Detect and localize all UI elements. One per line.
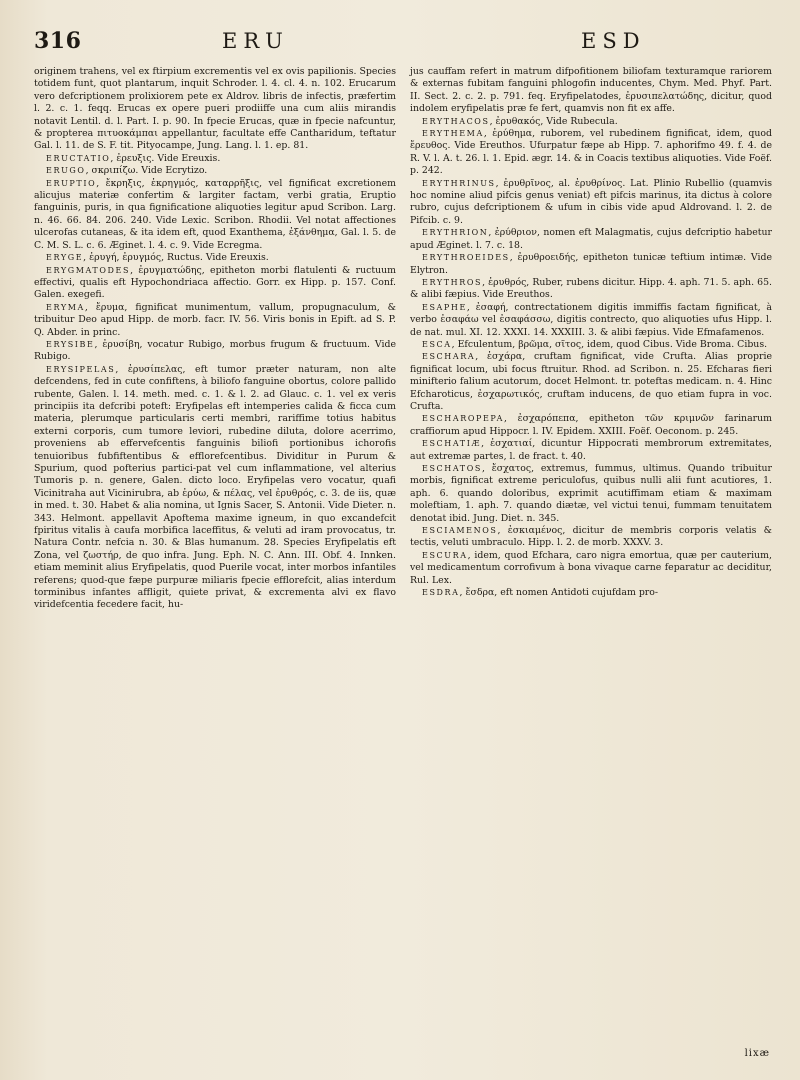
- entry-text: originem trahens, vel ex ftirpium excrementis vel ex ovis papilionis. Species totidem funt, quot plantarum, inquit Schroder. l. 4. cl. 4. n. 102. Erucarum vero defcriptionem prolixiorem pete ex Aldrov. libris de infectis, præfertim l. 2. c. 1. feqq. Erucas ex opere pueri prodiiffe una cum aliis mirandis notavit Lentil. d. l. Part. I. p. 90. In fpecie Erucas, quæ in fpecie nafcuntur, & propterea πιτυοκάμπαι appellantur, facultate effe Cantharidum, teftatur Gal. l. 11. de S. F. tit. Pityocampe, Jung. Lang. l. 1. ep. 81.: [34, 66, 396, 152]
- entry-text: , ἐσχατιαί, dicuntur Hippocrati membrorum extremitates, aut extremæ partes, l. de fract. t. 40.: [410, 438, 772, 462]
- dictionary-entry: [410, 351, 772, 413]
- catchword: lixæ: [744, 1048, 770, 1059]
- entry-headword: ESCHAROPEPA: [422, 414, 505, 424]
- entry-headword: ERUCTATIO: [46, 153, 111, 163]
- dictionary-entry: [410, 66, 772, 116]
- dictionary-entry: [410, 438, 772, 463]
- right-running-head: ESD: [581, 29, 646, 53]
- entry-text: , ἐρύθημα, ruborem, vel rubedinem fignificat, idem, quod ἔρευθος. Vide Ereuthos. Ufurpatur fæpe ab Hipp. 7. aphorifmo 49. f. 4. de R. V. l. A. t. 26. l. 1. Epid. ægr. 14. & in Coacis textibus aliquoties. Vide Foëf. p. 242.: [410, 128, 772, 177]
- entry-text: , ἐσχαρόπεπα, epitheton τῶν κριμνῶν farinarum craffiorum apud Hippocr. l. IV. Epidem. XXIII. Foëf. Oeconom. p. 245.: [410, 413, 772, 437]
- entry-text: , idem, quod Efchara, caro nigra emortua, quæ per cauterium, vel medicamentum corrofivum à bona vivaque carne feparatur ac deciditur, Rul. Lex.: [410, 549, 772, 586]
- dictionary-entry: [410, 463, 772, 525]
- left-running-head: ERU: [222, 29, 289, 53]
- entry-headword: ERYTHROS: [422, 277, 483, 287]
- entry-headword: ERYSIBE: [46, 339, 95, 349]
- dictionary-entry: [410, 252, 772, 277]
- dictionary-entry: [410, 302, 772, 339]
- entry-headword: ERYMA: [46, 302, 85, 312]
- entry-headword: ESCHARA: [422, 352, 476, 362]
- entry-headword: ERYTHEMA: [422, 129, 484, 139]
- dictionary-entry: [410, 128, 772, 178]
- entry-headword: ERYGMATODES: [46, 265, 131, 275]
- dictionary-entry: [410, 587, 772, 599]
- page-number: 316: [34, 28, 82, 54]
- dictionary-entry: [410, 227, 772, 252]
- entry-text: , ἐρυσίβη, vocatur Rubigo, morbus frugum & fructuum. Vide Rubigo.: [34, 338, 396, 363]
- entry-headword: ERUGO: [46, 166, 86, 176]
- dictionary-entry: [34, 364, 396, 612]
- entry-text: , ἔσδρα, eft nomen Antidoti cujufdam pro-: [459, 587, 659, 599]
- dictionary-entry: [410, 550, 772, 587]
- dictionary-entry: [34, 153, 396, 165]
- page-header: [34, 28, 772, 62]
- dictionary-entry: [410, 413, 772, 438]
- right-column: [410, 66, 772, 612]
- entry-text: , ἔκρηξις, ἐκρηγμός, καταρρῆξις, vel fignificat excretionem alicujus materiæ confertim & largiter factam, verbi gratia, Eruptio fanguinis, puris, in qua fignificatione aliquoties legitur apud Scribon. Larg. n. 46. 66. 84. 206. 240. Vide Lexic. Scribon. Rhodii. Vel notat affectiones ulcerofas cutaneas, & ita idem eft, quod Exanthema, ἐξάνθημα, Gal. l. 5. de C. M. S. L. c. 6. Æginet. l. 4. c. 9. Vide Ecregma.: [34, 177, 396, 251]
- entry-headword: ESCHATIÆ: [422, 439, 482, 449]
- entry-text: , ἐρυγματώδης, epitheton morbi flatulenti & ructuum effectivi, qualis eft Hypochondriaca affectio. Gorr. ex Hipp. p. 157. Conf. Galen. exegefi.: [34, 264, 396, 301]
- entry-text: , ἐρευξις. Vide Ereuxis.: [110, 152, 221, 164]
- entry-headword: ERUPTIO: [46, 178, 97, 188]
- entry-headword: ERYSIPELAS: [46, 364, 116, 374]
- entry-headword: ESCURA: [422, 550, 468, 560]
- entry-text: , ἐρυσίπελας, eft tumor præter naturam, non alte defcendens, fed in cute confiftens, à biliofo fanguine obortus, colore pallido rubente, Galen. l. 14. meth. med. c. 1. & l. 2. ad Glauc. c. 1. vel ex veris principiis ita defcribi poteft: Eryfipelas eft intemperies calida & ficca cum materia, plerumque particularis certi membri, rariffime totius habitus externi corporis, cum tumore leviori, rubedine diluta, dolore acerrimo, proveniens ab effervefcentis fanguinis biliofi portionibus ichorofis tenuioribus fubfiftentibus & efflorefcentibus. Dividitur in Purum & Spurium, quod pofterius partici-pat vel cum inflammatione, vel alterius Tumoris p. n. genere, Galen. dicto loco. Eryfipelas vero vocatur, quafi Vicinitraha aut Vicinirubra, ab ἐρύω, & πέλας, vel ἐρυθρός, c. 3. de iis, quæ in med. t. 30. Habet & alia nomina, ut Ignis Sacer, S. Antonii. Vide Dieter. n. 343. Helmont. appellavit Apoftema maxime igneum, in quo excandefcit fpiritus vitalis à caufa morbifica laceffitus, & veluti ad iram provocatus, tr. Natura Contr. nefcia n. 30. & Blas humanum. 28. Species Eryfipelatis eft Zona, vel ζωστήρ, de quo infra. Jung. Eph. N. C. Ann. III. Obf. 4. Innken. etiam meminit alius Eryfipelatis, quod Puerile vocat, inter morbos infantiles referens; quod-que fæpe purpuræ miliaris fpecie efflorefcit, alias interdum torminibus infantes affligit, quiete privat, & excrementa alvi ex flavo viridefcentia fecedere facit, hu-: [34, 363, 396, 611]
- entry-text: , ἐρυθακός, Vide Rubecula.: [489, 115, 618, 127]
- entry-text: , ἐσχάρα, cruftam fignificat, vide Crufta. Alias proprie fignificat locum, ubi focus ftruitur. Rhod. ad Scribon. n. 25. Efcharas fieri minifterio falium acutorum, docet Helmont. tr. poteftas medicam. n. 4. Hinc Efcharoticus, ἐσχαρωτικός, cruftam inducens, de quo etiam fupra in voc. Crufta.: [410, 351, 772, 412]
- entry-text: , ἔσχατος, extremus, fummus, ultimus. Quando tribuitur morbis, fignificat extreme periculofus, quibus nulli alii funt acutiores, 1. aph. 6. quando doloribus, exprimit acutiffimam etiam & maximam moleftiam, 1. aph. 7. quando diætæ, vel victui tenui, fummam tenuitatem denotat ibid. Jung. Diet. n. 345.: [410, 463, 772, 524]
- entry-text: , ἐρύθριον, nomen eft Malagmatis, cujus defcriptio habetur apud Æginet. l. 7. c. 18.: [410, 227, 772, 251]
- left-column: [34, 66, 396, 612]
- dictionary-entry: [410, 178, 772, 228]
- entry-text: , ἐρυθρός, Ruber, rubens dicitur. Hipp. 4. aph. 71. 5. aph. 65. & alibi fæpius. Vide Ereuthos.: [410, 276, 772, 301]
- dictionary-entry: [34, 66, 396, 153]
- entry-headword: ESCIAMENOS: [422, 526, 498, 536]
- entry-text: , ἐσαφή, contrectationem digitis immiffis factam fignificat, à verbo ἐσαφάω vel ἐσαφάσσω, digitis contrecto, quo aliquoties ufus Hipp. l. de nat. mul. XI. 12. XXXI. 14. XXXIII. 3. & alibi fæpius. Vide Efmafamenos.: [410, 301, 772, 338]
- dictionary-entry: [410, 339, 772, 351]
- dictionary-entry: [34, 252, 396, 264]
- dictionary-entry: [34, 302, 396, 339]
- dictionary-entry: [410, 116, 772, 128]
- dictionary-entry: [410, 525, 772, 550]
- dictionary-entry: [34, 178, 396, 252]
- entry-headword: ERYTHACOS: [422, 116, 490, 126]
- entry-headword: ERYGE: [46, 253, 84, 263]
- text-columns: [34, 66, 772, 612]
- entry-headword: ERYTHROEIDES: [422, 253, 510, 263]
- entry-text: , ἔρυμα, fignificat munimentum, vallum, propugnaculum, & tribuitur Deo apud Hipp. de morb. facr. IV. 56. Viris bonis in Epift. ad S. P. Q. Abder. in princ.: [34, 301, 396, 338]
- entry-text: , ἐσκιαμένος, dicitur de membris corporis velatis & tectis, veluti umbraculo. Hipp. l. 2. de morb. XXXV. 3.: [410, 525, 772, 549]
- dictionary-entry: [34, 265, 396, 302]
- entry-text: , Efculentum, βρῶμα, σῖτος, idem, quod Cibus. Vide Broma. Cibus.: [451, 338, 768, 350]
- entry-headword: ERYTHRION: [422, 228, 489, 238]
- dictionary-entry: [410, 277, 772, 302]
- entry-headword: ERYTHRINUS: [422, 178, 496, 188]
- entry-headword: ESDRA: [422, 588, 460, 598]
- entry-text: , ἐρυθρῖνος, al. ἐρυθρίνος. Lat. Plinio Rubellio (quamvis hoc nomine aliud pifcis genus veniat) eft pifcis marinus, ita dictus à colore rubro, cujus defcriptionem & ufum in cibis vide apud Aldrovand. l. 2. de Pifcib. c. 9.: [410, 177, 772, 226]
- entry-text: , σκριπίζω. Vide Ecrytizo.: [85, 165, 208, 177]
- entry-headword: ESCHATOS: [422, 464, 482, 473]
- entry-headword: ESCA: [422, 339, 452, 349]
- entry-text: , ἐρυθροειδής, epitheton tunicæ teftium intimæ. Vide Elytron.: [410, 252, 772, 276]
- entry-headword: ESAPHE: [422, 302, 467, 312]
- entry-text: jus cauffam refert in matrum difpofitionem biliofam texturamque rariorem & externas fubitam fanguini phlogofin inducentes, Chym. Med. Phyf. Part. II. Sect. 2. c. 2. p. 791. feq. Eryfipelatodes, ἐρυσιπελατώδης, dicitur, quod indolem eryfipelatis præ fe fert, quamvis non fit ex affe.: [410, 66, 772, 115]
- entry-text: , ἐρυγή, ἐρυγμός, Ructus. Vide Ereuxis.: [83, 252, 269, 264]
- dictionary-entry: [34, 339, 396, 364]
- dictionary-entry: [34, 165, 396, 177]
